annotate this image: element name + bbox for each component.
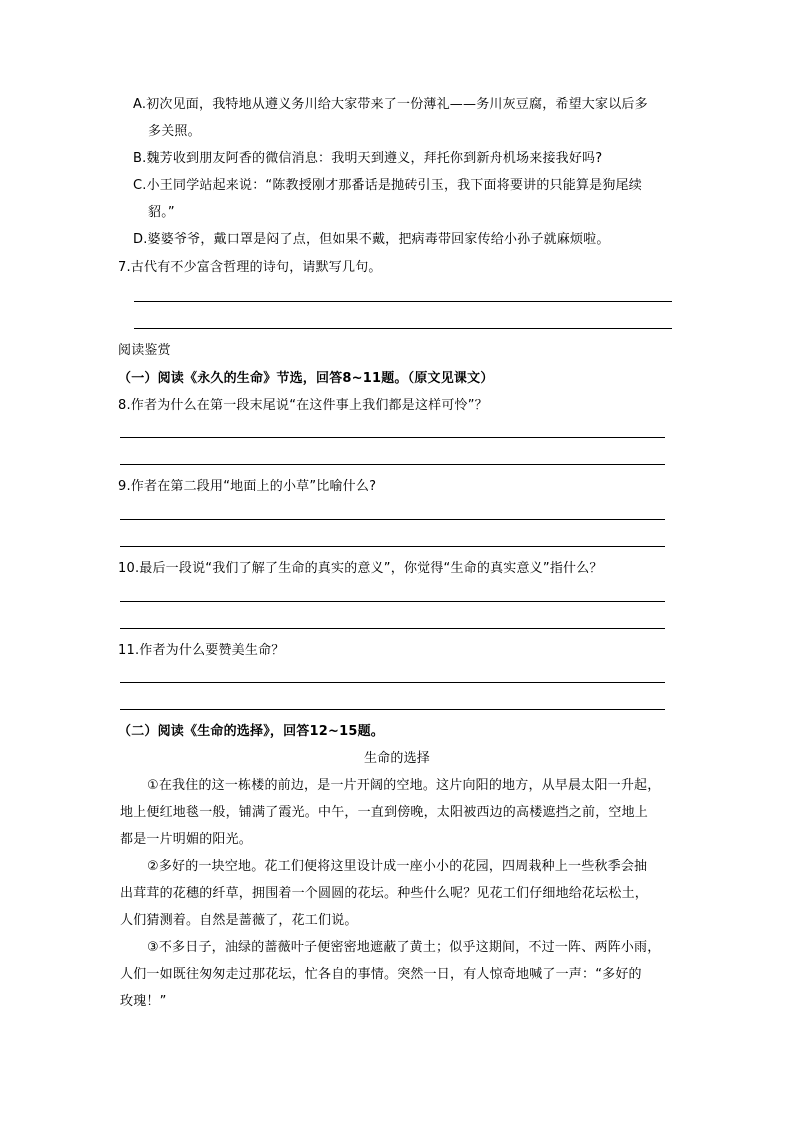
q9-answer-line-1[interactable] bbox=[120, 519, 665, 520]
q7-prompt: 7.古代有不少富含哲理的诗句，请默写几句。 bbox=[118, 260, 382, 275]
q9-answer-line-2[interactable] bbox=[120, 546, 665, 547]
q8-prompt: 8.作者为什么在第一段末尾说“在这件事上我们都是这样可怜”？ bbox=[118, 398, 488, 413]
q11-prompt: 11.作者为什么要赞美生命？ bbox=[118, 643, 285, 658]
q10-answer-line-2[interactable] bbox=[120, 628, 665, 629]
q8-answer-line-1[interactable] bbox=[120, 437, 665, 438]
part2-title: （二）阅读《生命的选择》，回答12~15题。 bbox=[118, 724, 384, 739]
q10-answer-line-1[interactable] bbox=[120, 601, 665, 602]
article-p1-line1: ①在我住的这一栋楼的前边，是一片开阔的空地。这片向阳的地方，从早晨太阳一升起， bbox=[147, 778, 661, 793]
q6-option-c-line1: C.小王同学站起来说：“陈教授刚才那番话是抛砖引玉，我下面将要讲的只能算是狗尾续 bbox=[133, 178, 642, 193]
q6-option-a-line2: 多关照。 bbox=[148, 124, 201, 139]
q6-option-d: D.婆婆爷爷，戴口罩是闷了点，但如果不戴，把病毒带回家传给小孙子就麻烦啦。 bbox=[133, 232, 610, 247]
q8-answer-line-2[interactable] bbox=[120, 464, 665, 465]
article-p3-line1: ③不多日子，油绿的蔷薇叶子便密密地遮蔽了黄土；似乎这期间，不过一阵、两阵小雨， bbox=[147, 940, 661, 955]
q11-answer-line-2[interactable] bbox=[120, 709, 665, 710]
q10-prompt: 10.最后一段说“我们了解了生命的真实的意义”，你觉得“生命的真实意义”指什么？ bbox=[118, 561, 603, 576]
q6-option-b: B.魏芳收到朋友阿香的微信消息：我明天到遵义，拜托你到新舟机场来接我好吗? bbox=[133, 151, 603, 166]
article-p2-line2: 出茸茸的花穗的纤草，拥围着一个圆圆的花坛。种些什么呢？见花工们仔细地给花坛松土， bbox=[120, 886, 649, 901]
article-p2-line3: 人们猜测着。自然是蔷薇了，花工们说。 bbox=[120, 913, 358, 928]
section-heading: 阅读鉴赏 bbox=[118, 343, 171, 358]
q11-answer-line-1[interactable] bbox=[120, 682, 665, 683]
article-p1-line3: 都是一片明媚的阳光。 bbox=[120, 832, 253, 847]
part1-title: （一）阅读《永久的生命》节选，回答8~11题。（原文见课文） bbox=[118, 371, 494, 386]
article-p2-line1: ②多好的一块空地。花工们便将这里设计成一座小小的花园，四周栽种上一些秋季会抽 bbox=[147, 859, 648, 874]
article-p1-line2: 地上便红地毯一般，铺满了霞光。中午，一直到傍晚，太阳被西边的高楼遮挡之前，空地上 bbox=[120, 805, 649, 820]
article-p3-line3: 玫瑰！” bbox=[120, 994, 167, 1009]
q9-prompt: 9.作者在第二段用“地面上的小草”比喻什么? bbox=[118, 479, 377, 494]
q7-answer-line-2[interactable] bbox=[134, 328, 672, 329]
q6-option-c-line2: 貂。” bbox=[148, 205, 175, 220]
article-title: 生命的选择 bbox=[363, 751, 430, 766]
q7-answer-line-1[interactable] bbox=[134, 301, 672, 302]
q6-option-a-line1: A.初次见面，我特地从遵义务川给大家带来了一份薄礼——务川灰豆腐，希望大家以后多 bbox=[133, 97, 648, 112]
article-p3-line2: 人们一如既往匆匆走过那花坛，忙各自的事情。突然一日，有人惊奇地喊了一声：“多好的 bbox=[120, 967, 642, 982]
